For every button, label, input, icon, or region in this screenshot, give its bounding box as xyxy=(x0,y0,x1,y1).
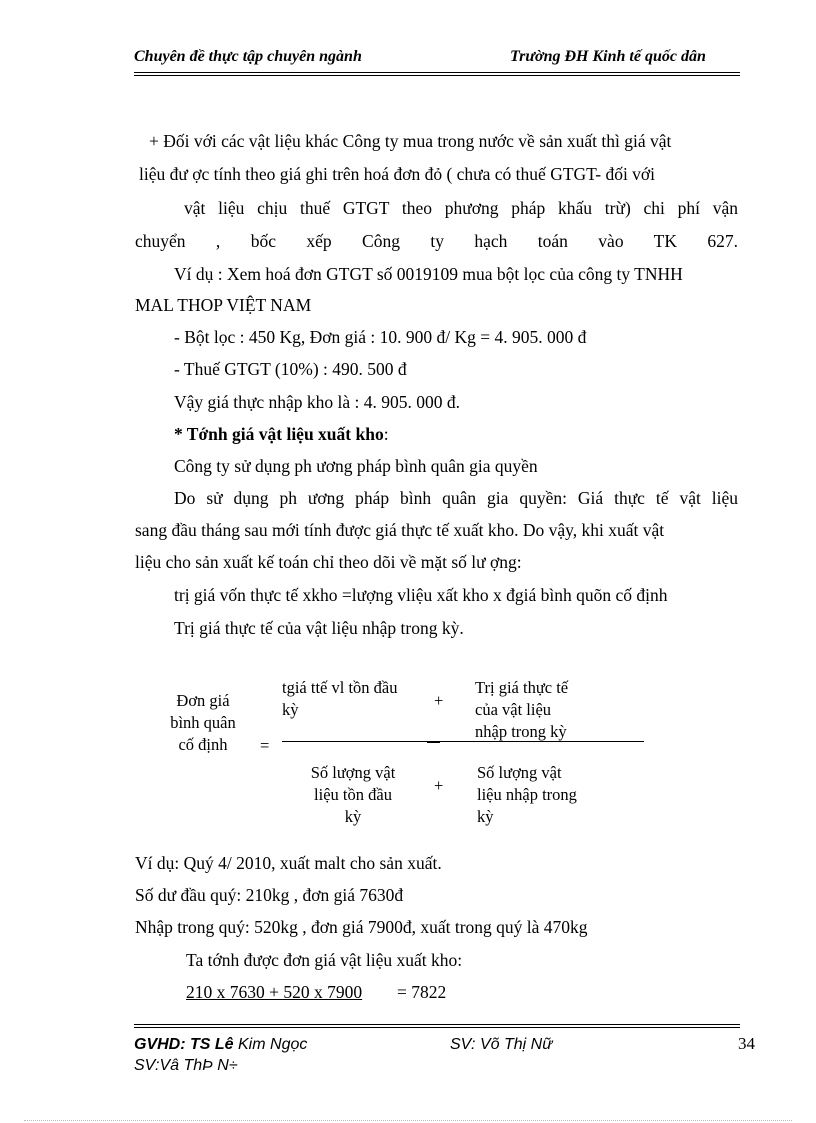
body-line-13: sang đầu tháng sau mới tính được giá thực tế xuất kho. Do vậy, khi xuất vật xyxy=(135,520,665,540)
body-line-7: - Bột lọc : 450 Kg, Đơn giá : 10. 900 đ/ Kg = 4. 905. 000 đ xyxy=(174,327,587,347)
formula-num-right-line: của vật liệu xyxy=(475,700,552,719)
formula-fraction-bar-tick xyxy=(427,741,440,743)
section-heading-colon: : xyxy=(383,424,389,444)
body-line-2: liệu đư ợc tính theo giá ghi trên hoá đơn đỏ ( chưa có thuế GTGT- đối với xyxy=(139,164,656,184)
section-heading-bold: * Tớnh giá vật liệu xuất kho xyxy=(174,424,384,444)
footer-student: SV: Võ Thị Nữ xyxy=(450,1036,553,1053)
body-line-11: Công ty sử dụng ph ương pháp bình quân gia quyền xyxy=(174,456,538,476)
formula-numerator-plus: + xyxy=(434,691,444,710)
footer-advisor-name: Kim Ngọc xyxy=(233,1036,308,1053)
formula-den-right-line: kỳ xyxy=(477,807,494,826)
example-line-4: Ta tớnh được đơn giá vật liệu xuất kho: xyxy=(186,950,463,970)
formula-den-left-line: liệu tồn đầu xyxy=(314,785,392,804)
calc-result: = 7822 xyxy=(397,982,447,1002)
formula-numerator-right xyxy=(475,677,568,743)
formula-den-left-line: kỳ xyxy=(344,807,362,826)
body-line-3: vật liệu chịu thuế GTGT theo phương pháp khấu trừ) chi phí vận xyxy=(184,198,738,218)
example-line-1: Ví dụ: Quý 4/ 2010, xuất malt cho sản xuất. xyxy=(135,853,442,873)
formula-lhs-line: cố định xyxy=(178,735,228,754)
footer-advisor xyxy=(134,1036,307,1054)
formula-lhs-line: Đơn giá xyxy=(176,691,230,710)
formula-denominator-right xyxy=(477,762,577,828)
body-line-4: chuyển , bốc xếp Công ty hạch toán vào TK 627. xyxy=(135,231,738,251)
body-line-8: - Thuế GTGT (10%) : 490. 500 đ xyxy=(174,359,407,379)
page-number: 34 xyxy=(738,1034,755,1053)
formula-equals: = xyxy=(260,736,270,755)
body-line-14: liệu cho sản xuất kế toán chỉ theo dõi về mặt số lư ợng: xyxy=(135,552,522,572)
formula-denominator-plus: + xyxy=(434,776,444,795)
formula-den-right-line: liệu nhập trong xyxy=(477,785,577,804)
formula-num-right-line: nhập trong kỳ xyxy=(475,722,567,741)
header-rule-bottom xyxy=(134,75,740,76)
formula-denominator-left xyxy=(293,762,413,828)
footer-advisor-label: GVHD: TS Lê xyxy=(134,1036,234,1053)
formula-fraction-bar xyxy=(282,741,644,742)
body-line-5: Ví dụ : Xem hoá đơn GTGT số 0019109 mua bột lọc của công ty TNHH xyxy=(174,264,683,284)
body-line-6: MAL THOP VIỆT NAM xyxy=(135,295,312,315)
formula-lhs-line: bình quân xyxy=(170,713,236,732)
body-line-12: Do sử dụng ph ương pháp bình quân gia quyền: Giá thực tế vật liệu xyxy=(174,488,738,508)
footer-student-garbled: SV:Vâ ThÞ N÷ xyxy=(134,1057,238,1074)
header-rule-top xyxy=(134,72,740,73)
body-line-1: + Đối với các vật liệu khác Công ty mua trong nước về sản xuất thì giá vật xyxy=(149,131,672,151)
header-left: Chuyên đề thực tập chuyên ngành xyxy=(134,48,362,65)
body-line-9: Vậy giá thực nhập kho là : 4. 905. 000 đ. xyxy=(174,392,461,412)
formula-den-left-line: Số lượng vật xyxy=(310,763,396,782)
body-line-16: Trị giá thực tế của vật liệu nhập trong kỳ. xyxy=(174,618,464,638)
footer-rule-bottom xyxy=(134,1027,740,1028)
example-line-3: Nhập trong quý: 520kg , đơn giá 7900đ, xuất trong quý là 470kg xyxy=(135,917,588,937)
formula-num-left-line: tgiá ttế vl tồn đầu xyxy=(282,678,398,697)
header-right: Trường ĐH Kinh tế quốc dân xyxy=(510,48,706,65)
section-heading xyxy=(174,424,389,445)
formula-den-right-line: Số lượng vật xyxy=(477,763,562,782)
formula-lhs xyxy=(148,690,258,756)
example-line-2: Số dư đầu quý: 210kg , đơn giá 7630đ xyxy=(135,885,404,905)
formula-num-left-line: kỳ xyxy=(282,700,299,719)
formula-numerator-left xyxy=(282,677,397,721)
page-bottom-border xyxy=(24,1120,792,1121)
calc-numerator: 210 x 7630 + 520 x 7900 xyxy=(186,982,363,1002)
body-line-15: trị giá vốn thực tế xkho =lượng vliệu xất kho x đgiá bình quõn cố định xyxy=(174,585,668,605)
footer-rule-top xyxy=(134,1024,740,1025)
formula-num-right-line: Trị giá thực tế xyxy=(475,678,569,697)
